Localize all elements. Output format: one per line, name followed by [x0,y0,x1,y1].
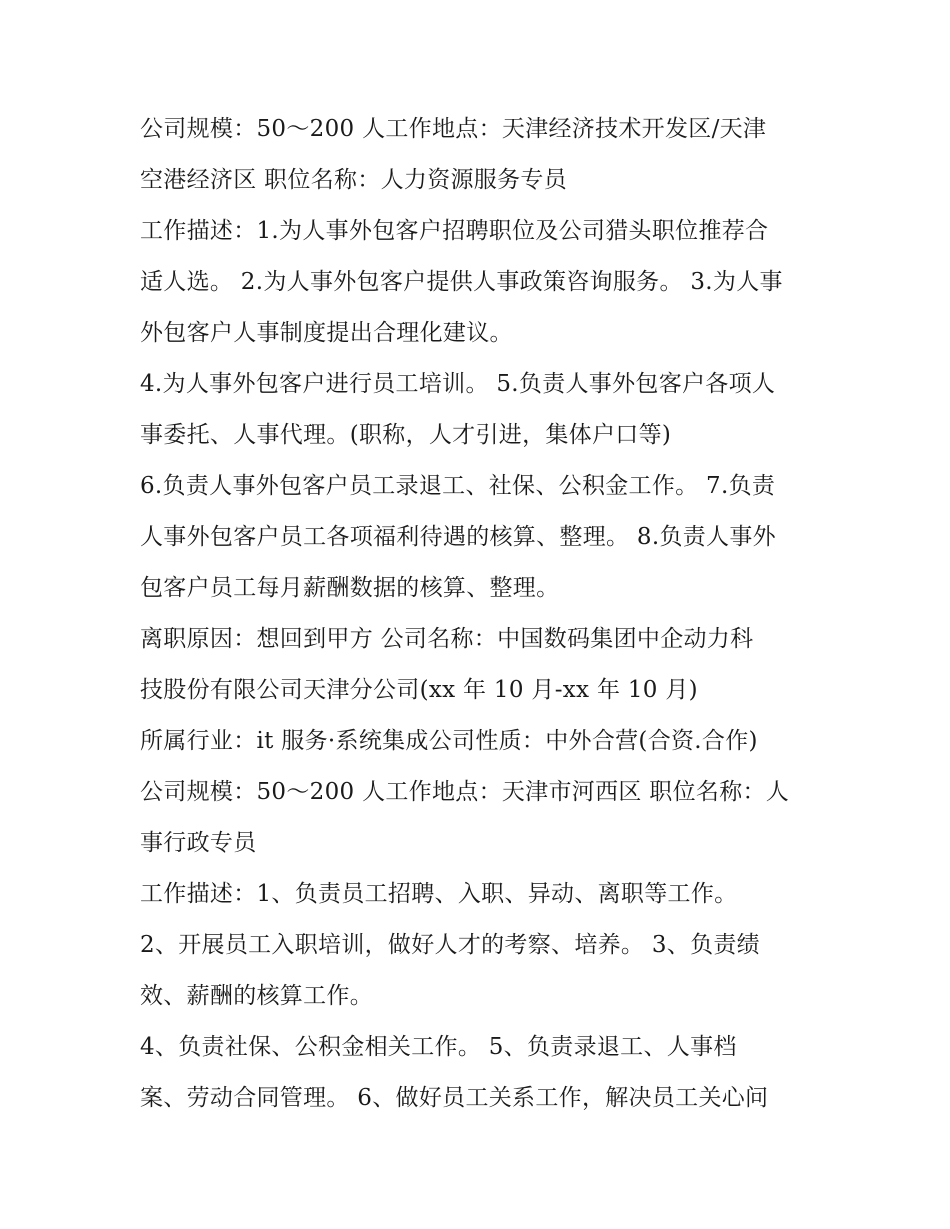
text-line-4: 适人选。 2.为人事外包客户提供人事政策咨询服务。 3.为人事 [140,269,783,295]
text-line-16: 工作描述：1、负责员工招聘、入职、异动、离职等工作。 [140,881,738,907]
text-line-2: 空港经济区 职位名称：人力资源服务专员 [140,167,568,193]
text-line-6: 4.为人事外包客户进行员工培训。 5.负责人事外包客户各项人 [140,371,776,397]
document-body [140,104,820,1124]
text-line-13: 所属行业：it 服务·系统集成公司性质：中外合营(合资.合作) [140,728,758,754]
text-line-7: 事委托、人事代理。(职称，人才引进，集体户口等) [140,422,672,448]
text-line-8: 6.负责人事外包客户员工录退工、社保、公积金工作。 7.负责 [140,473,776,499]
text-line-5: 外包客户人事制度提出合理化建议。 [140,320,513,346]
text-line-3: 工作描述：1.为人事外包客户招聘职位及公司猎头职位推荐合 [140,218,769,244]
text-line-10: 包客户员工每月薪酬数据的核算、整理。 [140,575,560,601]
text-line-18: 效、薪酬的核算工作。 [140,983,373,1009]
text-line-14: 公司规模：50～200 人工作地点：天津市河西区 职位名称：人 [140,779,790,805]
text-line-1: 公司规模：50～200 人工作地点：天津经济技术开发区/天津 [140,116,767,142]
text-line-12: 技股份有限公司天津分公司(xx 年 10 月-xx 年 10 月) [140,677,698,703]
text-line-11: 离职原因：想回到甲方 公司名称：中国数码集团中企动力科 [140,626,754,652]
text-line-20: 案、劳动合同管理。 6、做好员工关系工作，解决员工关心问 [140,1085,769,1111]
text-line-17: 2、开展员工入职培训，做好人才的考察、培养。 3、负责绩 [140,932,760,958]
text-line-15: 事行政专员 [140,830,257,856]
text-line-9: 人事外包客户员工各项福利待遇的核算、整理。 8.负责人事外 [140,524,776,550]
text-line-19: 4、负责社保、公积金相关工作。 5、负责录退工、人事档 [140,1034,737,1060]
